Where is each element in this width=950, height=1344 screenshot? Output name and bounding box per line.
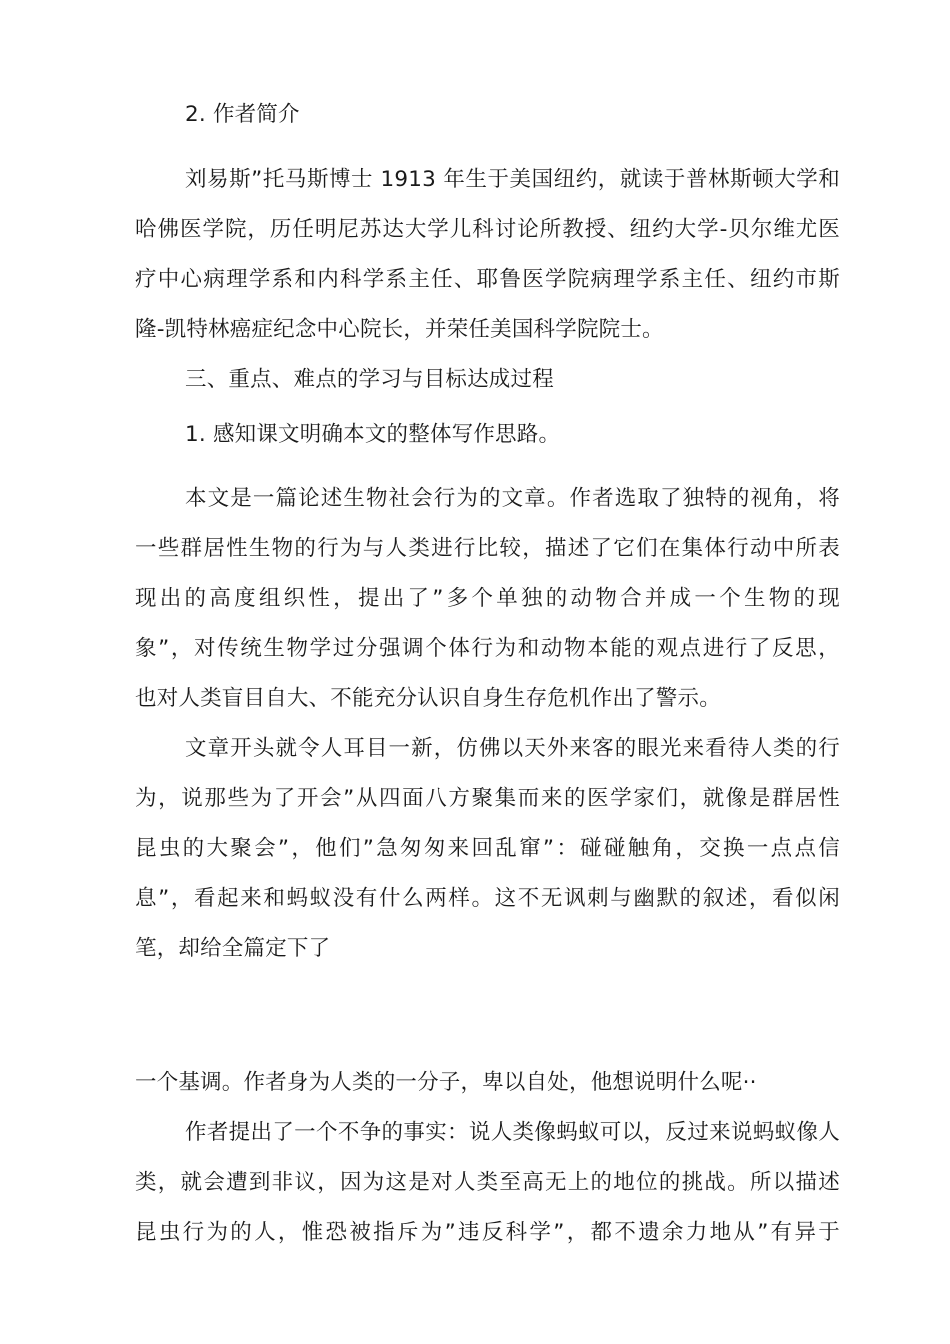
para1-line-2: 一些群居性生物的行为与人类进行比较，描述了它们在集体行动中所表 xyxy=(135,536,840,561)
para2-continued-line: 一个基调。作者身为人类的一分子，卑以自处，他想说明什么呢·· xyxy=(135,1070,757,1095)
para3-line-2: 类，就会遭到非议，因为这是对人类至高无上的地位的挑战。所以描述 xyxy=(135,1170,840,1195)
heading-author-intro: 2. 作者简介 xyxy=(185,102,300,127)
para2-line-5: 笔，却给全篇定下了 xyxy=(135,936,331,961)
para3-line-3: 昆虫行为的人，惟恐被指斥为”违反科学”，都不遗余力地从”有异于 xyxy=(135,1220,840,1245)
para2-line-1: 文章开头就令人耳目一新，仿佛以天外来客的眼光来看待人类的行 xyxy=(185,736,840,761)
bio-line-4: 隆-凯特林癌症纪念中心院长，并荣任美国科学院院士。 xyxy=(135,317,664,342)
para1-line-5: 也对人类盲目自大、不能充分认识自身生存危机作出了警示。 xyxy=(135,686,721,711)
para1-line-3: 现出的高度组织性，提出了”多个单独的动物合并成一个生物的现 xyxy=(135,586,840,611)
bio-line-3: 疗中心病理学系和内科学系主任、耶鲁医学院病理学系主任、纽约市斯 xyxy=(135,267,840,292)
para3-line-1: 作者提出了一个不争的事实：说人类像蚂蚁可以，反过来说蚂蚁像人 xyxy=(185,1120,840,1145)
section-three-heading: 三、重点、难点的学习与目标达成过程 xyxy=(185,367,554,392)
para2-line-4: 息”，看起来和蚂蚁没有什么两样。这不无讽刺与幽默的叙述，看似闲 xyxy=(135,886,840,911)
item-one-heading: 1. 感知课文明确本文的整体写作思路。 xyxy=(185,422,561,447)
para1-line-4: 象”，对传统生物学过分强调个体行为和动物本能的观点进行了反思， xyxy=(135,636,840,661)
para2-line-3: 昆虫的大聚会”，他们”急匆匆来回乱窜”：碰碰触角，交换一点点信 xyxy=(135,836,840,861)
para1-line-1: 本文是一篇论述生物社会行为的文章。作者选取了独特的视角，将 xyxy=(185,486,840,511)
bio-line-2: 哈佛医学院，历任明尼苏达大学儿科讨论所教授、纽约大学-贝尔维尤医 xyxy=(135,217,840,242)
para2-line-2: 为，说那些为了开会”从四面八方聚集而来的医学家们，就像是群居性 xyxy=(135,786,840,811)
bio-line-1: 刘易斯”托马斯博士 1913 年生于美国纽约，就读于普林斯顿大学和 xyxy=(185,167,840,192)
